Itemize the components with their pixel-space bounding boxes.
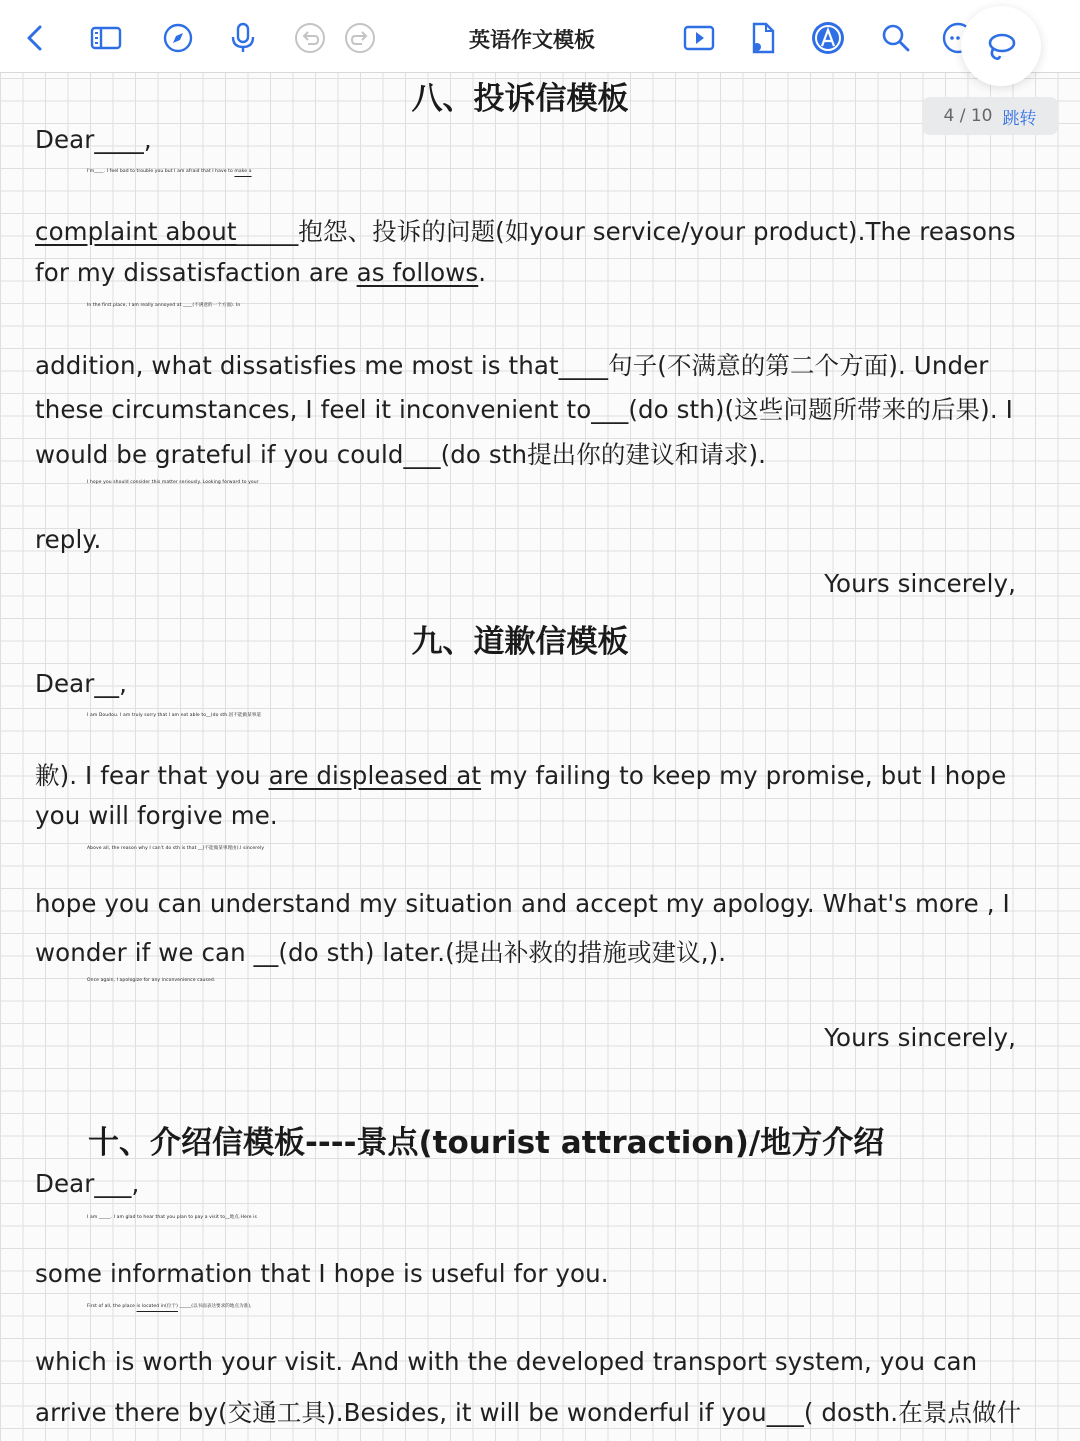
text-line: would be grateful if you could___(do sth提出你的建议和请求). — [35, 440, 767, 469]
underlined-phrase: as follows — [356, 258, 479, 287]
text-line: Dear__, — [35, 669, 128, 698]
text-line — [35, 213, 1030, 248]
closing-line: Yours sincerely, — [824, 1023, 1016, 1052]
undo-icon[interactable] — [292, 20, 328, 56]
search-icon[interactable] — [878, 20, 914, 56]
page-indicator[interactable] — [922, 97, 1058, 135]
text-line: In the first place, I am really annoyed at ____(不满意的一个方面). In — [87, 303, 241, 308]
text-span: my failing to keep my promise, but I hope — [481, 761, 1007, 790]
text-line — [35, 757, 1030, 792]
text-line: I am Doudou. I am truly sorry that I am not able to__(do sth.因不能做某事道 — [87, 713, 261, 718]
page-number: 4 / 10 — [943, 106, 993, 126]
text-line: addition, what dissatisfies me most is that____句子(不满意的第二个方面). Under — [35, 351, 989, 380]
text-line: some information that I hope is useful for you. — [35, 1259, 609, 1288]
note-page — [0, 73, 1080, 1441]
section-heading-introduction: 十、介绍信模板----景点(tourist attraction)/地方介绍 — [88, 1125, 885, 1161]
closing-line: Yours sincerely, — [824, 569, 1016, 598]
text-line: which is worth your visit. And with the developed transport system, you can — [35, 1347, 978, 1376]
sidebar-icon[interactable] — [88, 20, 124, 56]
microphone-icon[interactable] — [225, 20, 261, 56]
text-line — [35, 169, 1080, 174]
text-line — [35, 1303, 1080, 1309]
text-line: you will forgive me. — [35, 801, 278, 830]
text-span: _____(以书面表达要求的地点为准), — [177, 1304, 252, 1309]
text-span: First of all, the place — [87, 1304, 137, 1309]
text-line: Dear____, — [35, 125, 152, 154]
text-line: hope you can understand my situation and accept my apology. What's more , I — [35, 889, 1010, 918]
text-line: Dear___, — [35, 1169, 140, 1198]
text-span: . — [478, 258, 487, 287]
text-span: 歉). I fear that you — [35, 761, 269, 790]
section-heading-complaint: 八、投诉信模板 — [411, 81, 629, 117]
document-title: 英语作文模板 — [469, 28, 595, 52]
section-heading-apology: 九、道歉信模板 — [411, 624, 629, 660]
text-line: Once again, I apologize for any inconvenience caused. — [87, 978, 216, 983]
toolbar — [0, 0, 1080, 73]
underlined-phrase: is located in(位于) — [136, 1304, 178, 1309]
underlined-phrase: are displeased at — [268, 761, 482, 790]
text-span: for my dissatisfaction are — [35, 258, 357, 287]
text-line: I hope you should consider this matter seriously. Looking forward to your — [87, 480, 259, 485]
document-icon[interactable] — [745, 20, 781, 56]
pen-circle-icon[interactable] — [810, 20, 846, 56]
text-span: _____抱怨、投诉的问题(如your service/your product).The reasons — [236, 217, 1016, 246]
lasso-icon[interactable] — [961, 6, 1041, 86]
text-line: these circumstances, I feel it inconvenient to___(do sth)(这些问题所带来的后果). I — [35, 395, 1013, 424]
text-span: I'm____. I feel bad to trouble you but I am afraid that I have to — [87, 169, 235, 174]
text-line: wonder if we can __(do sth) later.(提出补救的措施或建议,). — [35, 938, 727, 967]
redo-icon[interactable] — [342, 20, 378, 56]
play-icon[interactable] — [681, 20, 717, 56]
underlined-phrase: make a — [234, 169, 252, 174]
text-line: Above all, the reason why I can't do sth is that __(不能做某事理由).I sincerely — [87, 846, 265, 851]
text-line: I am _____. I am glad to hear that you plan to pay a visit to__地点.Here is — [87, 1215, 257, 1220]
text-line: arrive there by(交通工具).Besides, it will be wonderful if you___( dosth.在景点做什 — [35, 1398, 1022, 1427]
jump-button[interactable]: 跳转 — [1002, 108, 1037, 129]
text-line — [35, 258, 1030, 287]
compass-icon[interactable] — [160, 20, 196, 56]
text-line: reply. — [35, 525, 102, 554]
back-chevron-icon[interactable] — [18, 20, 54, 56]
underlined-phrase: complaint about — [35, 217, 237, 246]
